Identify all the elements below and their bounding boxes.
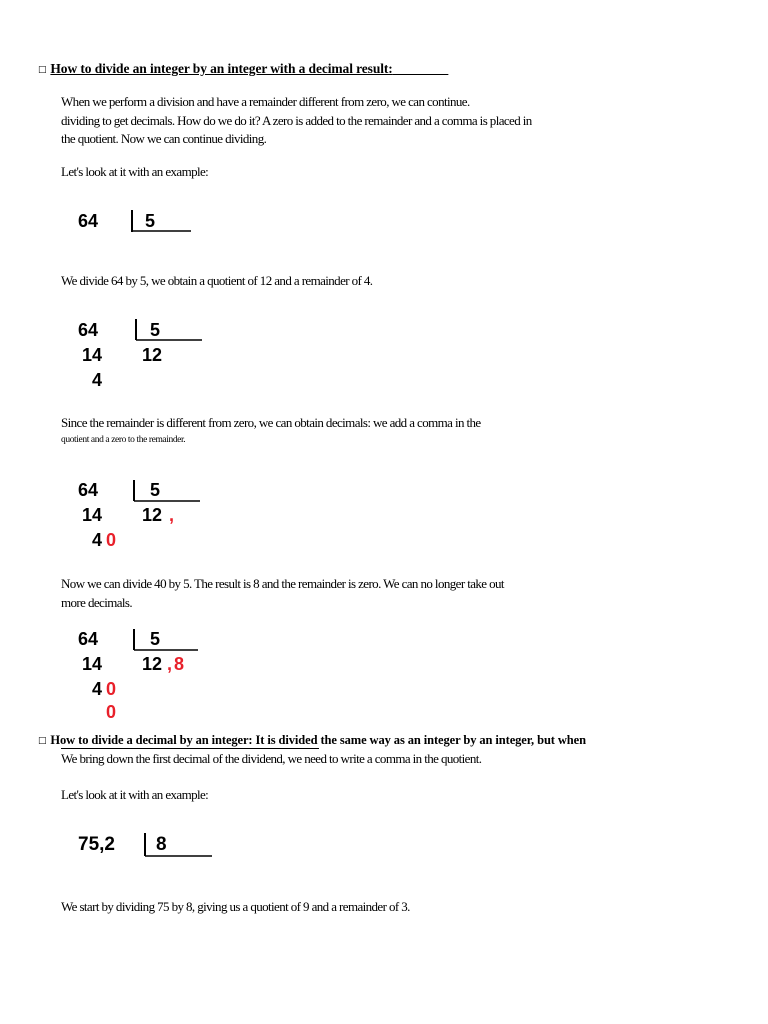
fig4-quotient: 12: [142, 654, 163, 674]
fig5-divisor: 8: [156, 834, 167, 855]
division-figure-2: [66, 308, 212, 398]
fig2-dividend: 64: [78, 320, 99, 340]
example-label-2: Let's look at it with an example:: [61, 787, 209, 802]
fig2-row2-left: 14: [82, 345, 103, 365]
intro-paragraph: [61, 93, 532, 149]
fig1-divisor: 5: [145, 211, 156, 231]
intro-line-3: the quotient. Now we can continue dividing.: [61, 131, 267, 146]
fig4-divisor: 5: [150, 629, 161, 649]
fig4-decimal-digit: 8: [174, 654, 185, 674]
heading-underline-filler: [393, 61, 449, 76]
fig4-dividend: 64: [78, 629, 99, 649]
fig4-final-remainder: 0: [106, 702, 117, 722]
fig3-divisor: 5: [150, 480, 161, 500]
fig3-row2-left: 14: [82, 505, 103, 525]
step2-line-2: quotient and a zero to the remainder.: [61, 435, 186, 445]
fig1-dividend: 64: [78, 211, 99, 231]
step3-paragraph: [61, 575, 504, 612]
step1-text: We divide 64 by 5, we obtain a quotient of 12 and a remainder of 4.: [61, 273, 373, 288]
section2-heading-text: How to divide a decimal by an integer: It is divided the same way as an integer by an integer, but when: [50, 733, 586, 747]
fig3-quotient: 12: [142, 505, 163, 525]
fig4-comma: ,: [167, 654, 173, 674]
fig3-comma: ,: [169, 505, 175, 525]
checkbox-bullet-icon: □: [38, 736, 47, 746]
intro-line-1: When we perform a division and have a remainder different from zero, we can continue.: [61, 94, 470, 109]
fig2-remainder: 4: [92, 370, 103, 390]
checkbox-bullet-icon: □: [38, 65, 47, 75]
example-label-1: Let's look at it with an example:: [61, 164, 209, 179]
fig3-added-zero: 0: [106, 530, 117, 550]
intro-line-2: dividing to get decimals. How do we do it? A zero is added to the remainder and a comma is placed in: [61, 112, 532, 128]
section2-step1-text: We start by dividing 75 by 8, giving us a quotient of 9 and a remainder of 3.: [61, 899, 410, 914]
division-figure-4: [66, 622, 212, 722]
fig4-added-zero: 0: [106, 679, 117, 699]
division-figure-1: [66, 198, 196, 252]
fig4-row2-left: 14: [82, 654, 103, 674]
fig5-dividend: 75,2: [78, 834, 115, 855]
section1-heading-text: How to divide an integer by an integer with a decimal result:: [50, 61, 393, 76]
fig3-dividend: 64: [78, 480, 99, 500]
step3-line-2: more decimals.: [61, 594, 133, 610]
section2-line-1: We bring down the first decimal of the dividend, we need to write a comma in the quotient.: [61, 751, 482, 766]
section2-underline: [61, 748, 319, 749]
fig2-divisor: 5: [150, 320, 161, 340]
fig3-remainder-digit: 4: [92, 530, 103, 550]
fig4-remainder-digit: 4: [92, 679, 103, 699]
section1-heading: [38, 61, 448, 77]
section2-heading: [38, 733, 586, 748]
division-figure-3: [66, 473, 212, 557]
step2-line-1: Since the remainder is different from zero, we can obtain decimals: we add a comma in the: [61, 415, 481, 430]
fig2-quotient: 12: [142, 345, 163, 365]
division-figure-5: [66, 822, 222, 874]
step3-line-1: Now we can divide 40 by 5. The result is 8 and the remainder is zero. We can no longer take out: [61, 576, 504, 591]
